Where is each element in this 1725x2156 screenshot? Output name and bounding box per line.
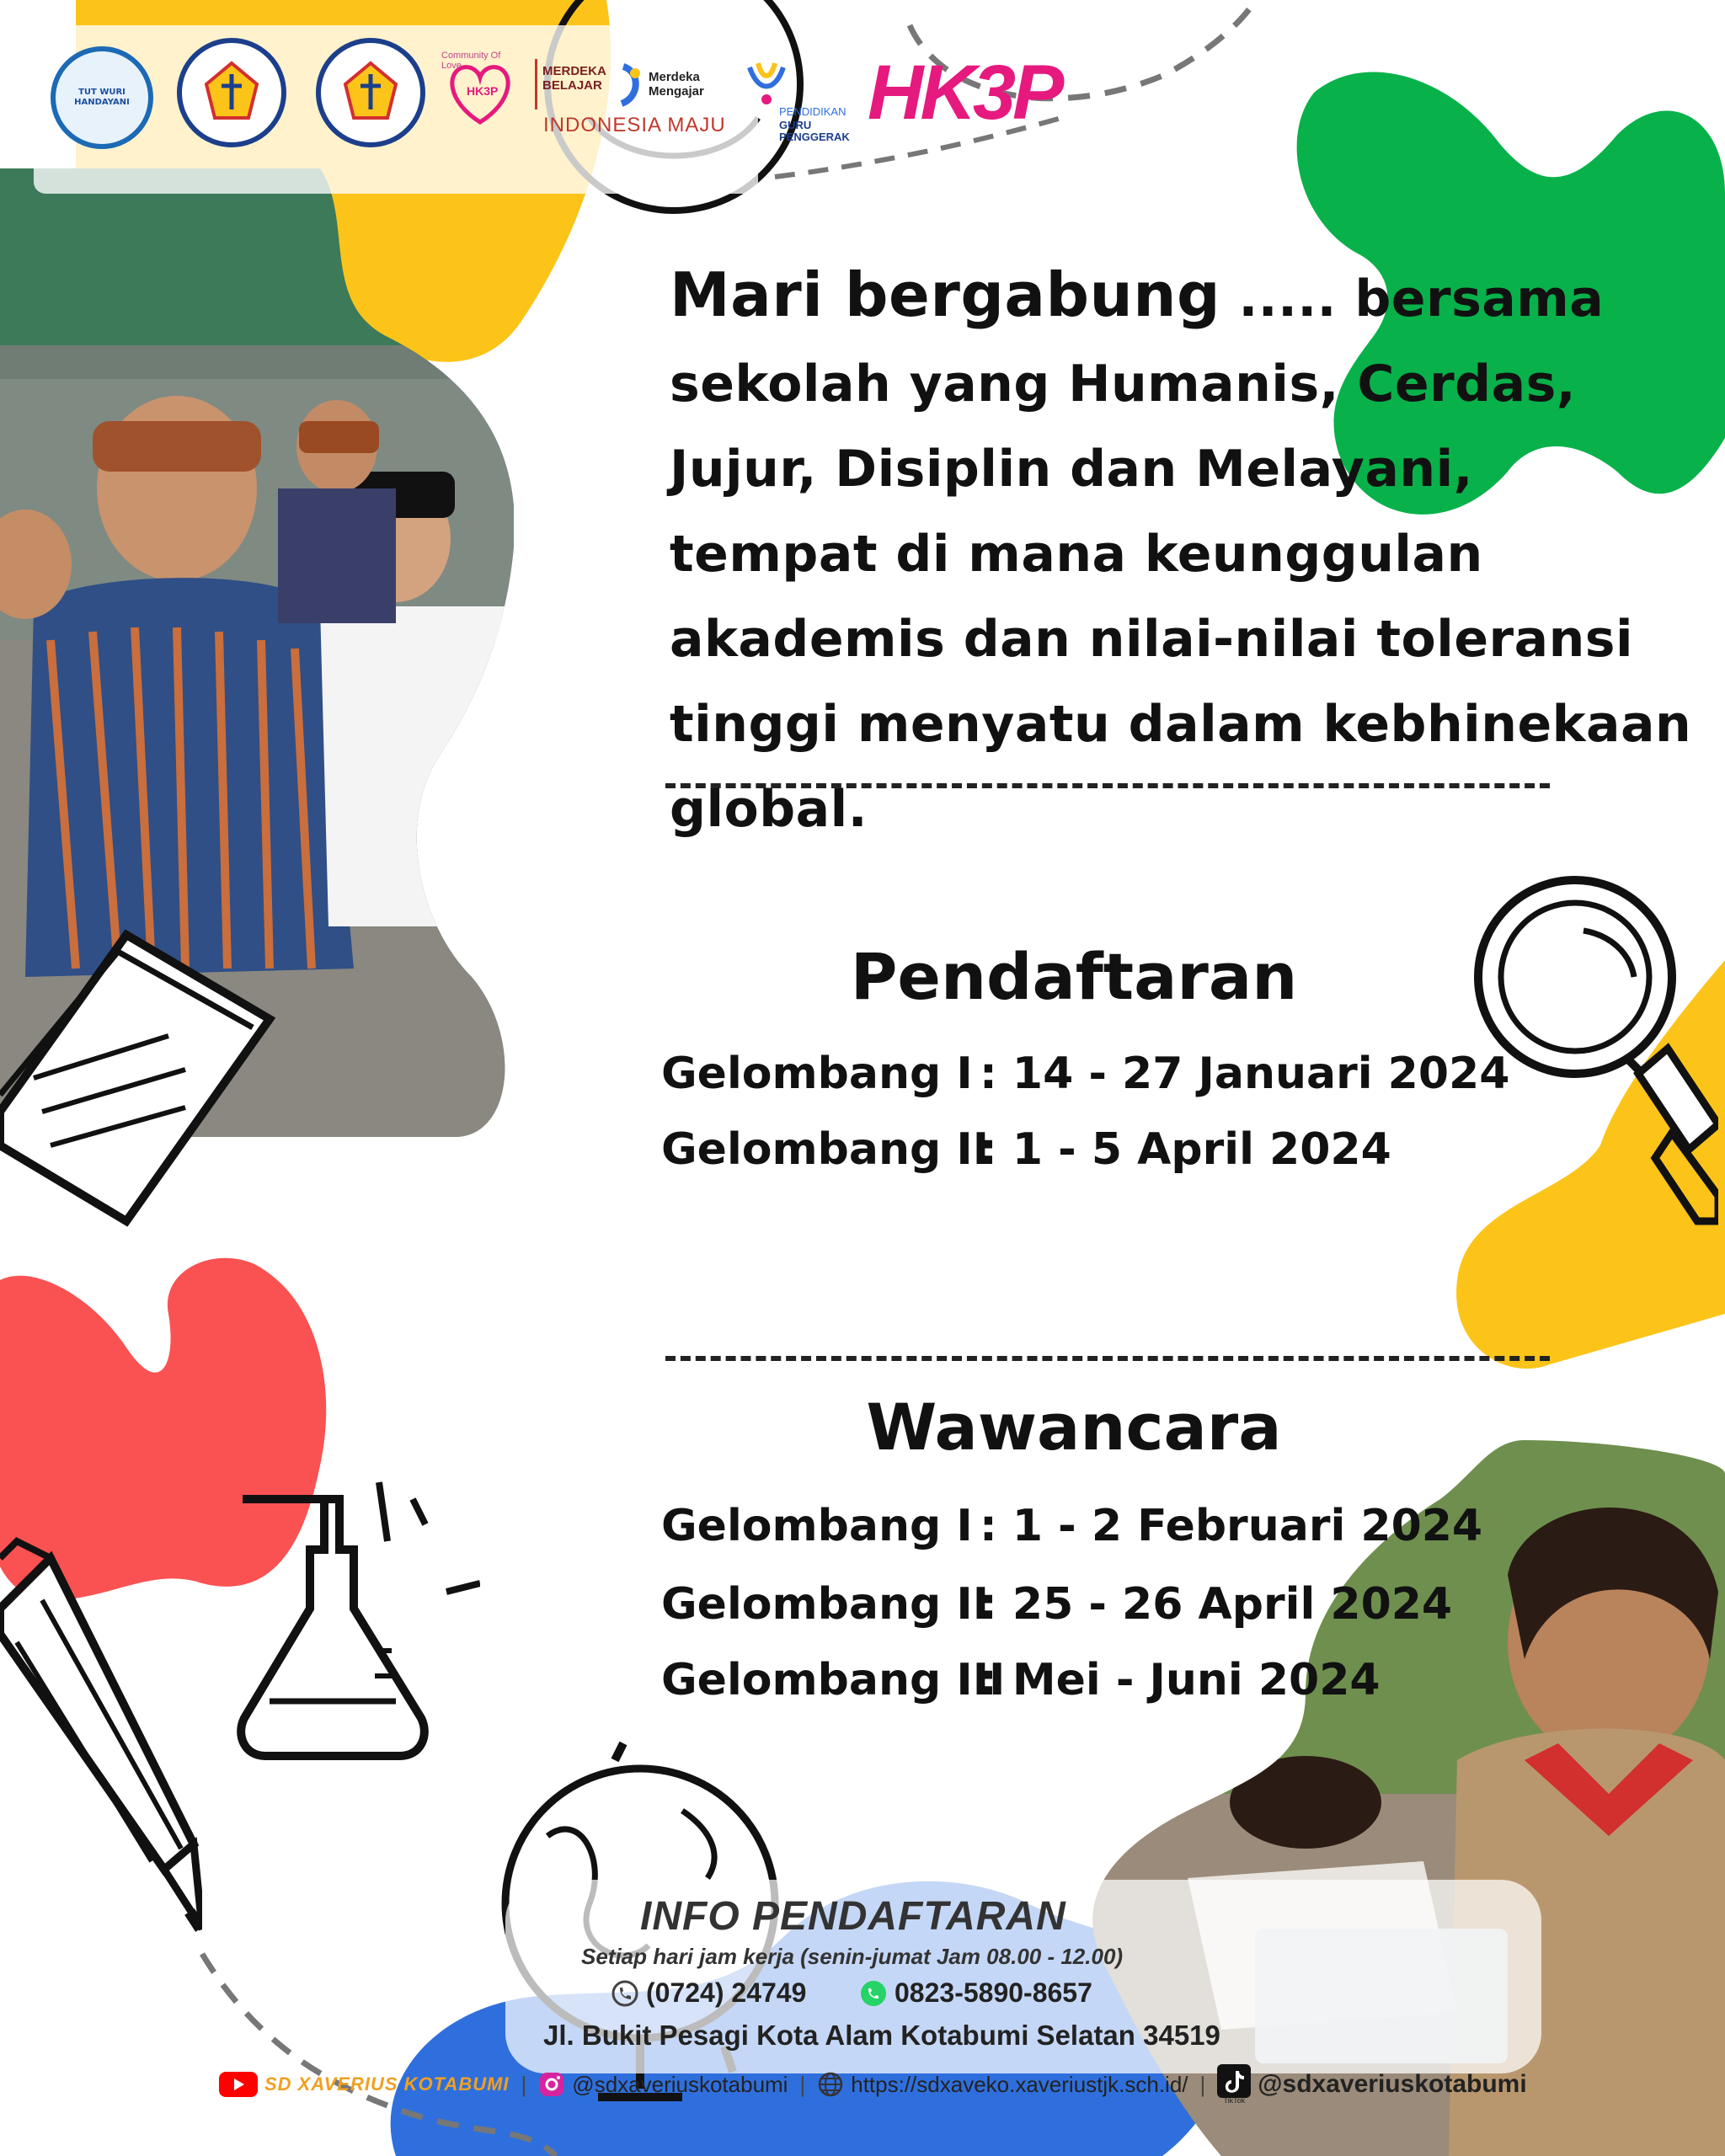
- website-url[interactable]: https://sdxaveko.xaveriustjk.sch.id/: [851, 2071, 1188, 2097]
- youtube-link[interactable]: [219, 2070, 258, 2099]
- indonesia-maju-text: INDONESIA MAJU: [543, 114, 726, 136]
- community-logo: HK3P Community Of Love: [438, 51, 522, 135]
- merdeka-belajar-logo: MERDEKA BELAJAR: [535, 59, 621, 109]
- pendaftaran-row-1: [661, 1049, 1510, 1107]
- pendaftaran-title: Pendaftaran: [850, 939, 1298, 1014]
- youtube-icon: [219, 2070, 258, 2099]
- intro-paragraph: [670, 253, 1697, 852]
- row-value: : 14 - 27 Januari 2024: [980, 1049, 1510, 1099]
- tiktok-handle[interactable]: @sdxaveriuskotabumi: [1258, 2070, 1527, 2098]
- separator: |: [521, 2071, 527, 2097]
- wawancara-row-3: [661, 1655, 1503, 1714]
- row-label: Gelombang II: [661, 1579, 990, 1630]
- tut-wuri-logo: TUT WURI HANDAYANI: [51, 46, 153, 149]
- divider-1: [665, 783, 1550, 788]
- phone-number: (0724) 24749: [646, 1977, 807, 2008]
- notebook-icon: [0, 918, 278, 1238]
- phone-contact[interactable]: [611, 1977, 806, 2009]
- whatsapp-contact[interactable]: [859, 1977, 1092, 2009]
- row-value: : 1 - 2 Februari 2024: [980, 1501, 1483, 1551]
- divider-2: [665, 1356, 1550, 1361]
- school-logo-1: [177, 38, 286, 147]
- row-value: : 25 - 26 April 2024: [980, 1579, 1453, 1630]
- globe-web-icon: [817, 2071, 844, 2098]
- pendaftaran-row-2: [661, 1124, 1503, 1183]
- info-hours: Setiap hari jam kerja (senin-jumat Jam 08.00 - 12.00): [581, 1944, 1124, 1969]
- address: Jl. Bukit Pesagi Kota Alam Kotabumi Selatan 34519: [543, 2020, 1220, 2051]
- website-link[interactable]: [817, 2071, 844, 2098]
- row-value: : Mei - Juni 2024: [980, 1655, 1381, 1705]
- guru-penggerak-logo: PENDIDIKAN GURU PENGGERAK: [741, 59, 859, 143]
- tiktok-icon: [1217, 2064, 1251, 2098]
- school-logo-2: [316, 38, 425, 147]
- row-label: Gelombang II: [661, 1124, 990, 1175]
- merdeka-mengajar-logo: Merdeka Mengajar: [615, 63, 741, 114]
- pencil-icon: [0, 1508, 202, 1979]
- separator: |: [1199, 2071, 1206, 2097]
- social-footer: [219, 2063, 1527, 2105]
- youtube-label[interactable]: SD XAVERIUS KOTABUMI: [264, 2073, 510, 2095]
- row-label: Gelombang III: [661, 1655, 1006, 1705]
- instagram-link[interactable]: [538, 2071, 565, 2098]
- tiktok-small-label: TikTok: [1223, 2096, 1246, 2105]
- info-title: INFO PENDAFTARAN: [640, 1894, 1066, 1939]
- wawancara-row-2: [661, 1579, 1503, 1638]
- phone-icon: [611, 1979, 639, 2008]
- row-value: : 1 - 5 April 2024: [980, 1124, 1391, 1175]
- instagram-icon: [538, 2071, 565, 2098]
- whatsapp-number: 0823-5890-8657: [895, 1977, 1092, 2008]
- flask-icon: [194, 1465, 480, 1769]
- wawancara-title: Wawancara: [866, 1390, 1282, 1465]
- row-label: Gelombang I: [661, 1501, 973, 1551]
- whatsapp-icon: [859, 1979, 888, 2008]
- intro-lead: Mari bergabung: [670, 259, 1221, 330]
- row-label: Gelombang I: [661, 1049, 973, 1099]
- wawancara-row-1: [661, 1501, 1503, 1560]
- intro-body: ..... bersama sekolah yang Humanis, Cerdas, Jujur, Disiplin dan Melayani, tempat di mana keunggulan akademis dan nilai-nilai toleransi tinggi menyatu dalam kebhinekaan global.: [670, 270, 1692, 839]
- instagram-handle[interactable]: @sdxaveriuskotabumi: [572, 2071, 788, 2097]
- separator: |: [799, 2071, 806, 2097]
- hk3p-logo: HK3P: [868, 50, 1061, 136]
- tiktok-link[interactable]: [1217, 2064, 1251, 2105]
